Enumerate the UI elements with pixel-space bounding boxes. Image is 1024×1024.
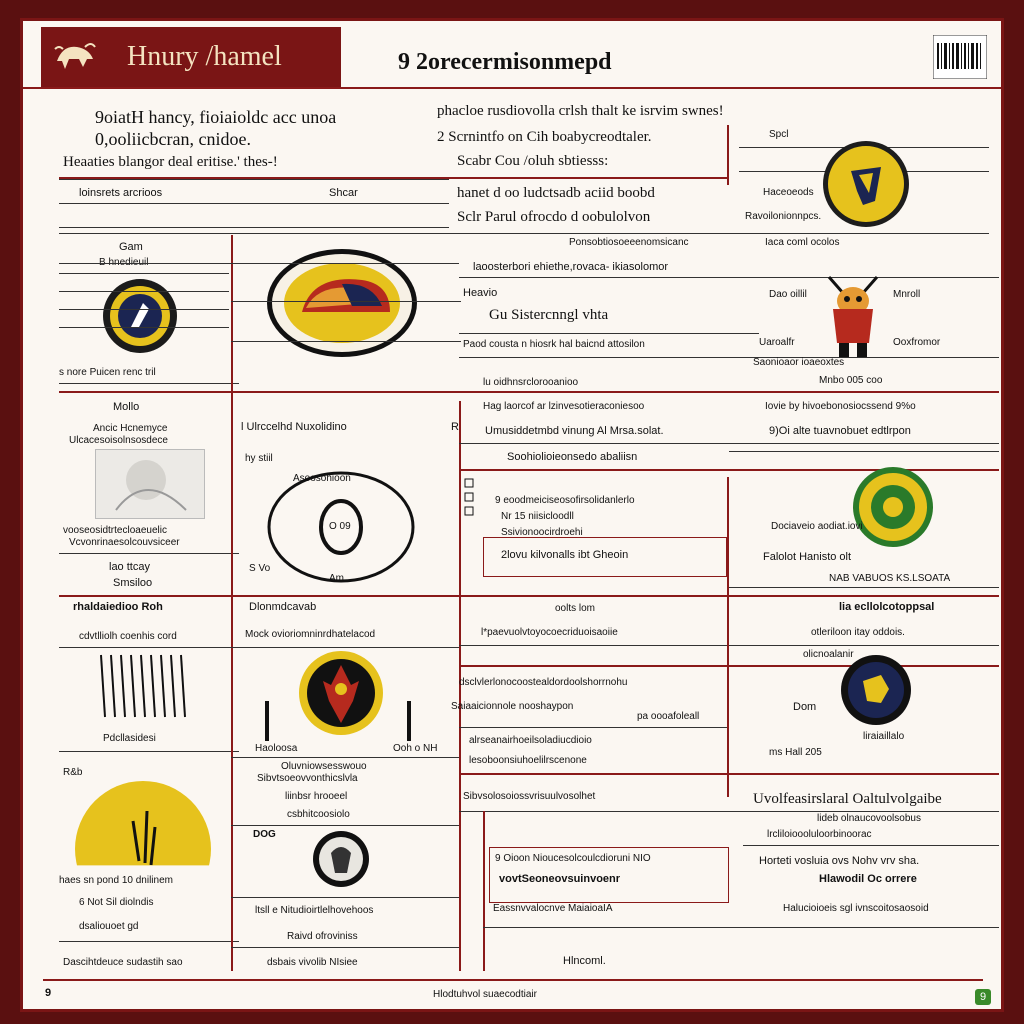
right-label: lia ecllolcotoppsal: [839, 601, 935, 613]
label-rhl: rhaldaiedioo Roh: [73, 601, 163, 613]
caption: laoosterbori ehiethe,rovaca- ikiasolomor: [473, 261, 669, 273]
caption: Nr 15 niisicloodll: [501, 511, 574, 522]
rule: [743, 927, 999, 928]
heading-zoo: 2lovu kilvonalls ibt Gheoin: [501, 549, 629, 561]
heading-ub: l Ulrccelhd Nuxolidino: [241, 421, 347, 433]
right-label: Dao oillil: [769, 289, 807, 300]
center-line-5: Sclr Parul ofrocdo d oobulolvon: [457, 209, 651, 225]
row-label: loinsrets arcrioos: [79, 187, 163, 199]
rule: [59, 941, 239, 942]
caption: lu oidhnsrclorooanioo: [483, 377, 579, 388]
bull-logo-icon: [53, 39, 97, 75]
document-page: [20, 18, 1004, 1012]
caption: csbhitcoosiolo: [287, 809, 350, 820]
caption: Paod cousta n hiosrk hal baicnd attosilon: [463, 339, 645, 350]
rule: [59, 751, 239, 752]
right-label: olicnoalanir: [803, 649, 854, 660]
right-label: lrcliloioooluloorbinoorac: [767, 829, 872, 840]
header-rule: [23, 87, 1001, 89]
divider: [231, 401, 233, 971]
intro-line-1: 9oiatH hancy, fioiaioldc acc unoa: [95, 107, 337, 127]
rule: [59, 263, 459, 264]
caption: cdvtlliolh coenhis cord: [79, 631, 177, 642]
crest-emblem-icon: [823, 141, 909, 227]
footer-caption: Hlodtuhvol suaecodtiair: [433, 989, 537, 1000]
caption: vovtSeoneovsuinvoenr: [499, 873, 621, 885]
rule: [59, 233, 989, 234]
brand-banner: [41, 27, 341, 87]
right-label: Dociaveio aodiat.iovi: [771, 521, 863, 532]
caption: s nore Puicen renc tril: [59, 367, 156, 378]
caption: 6 Not Sil diolndis: [79, 897, 154, 908]
caption: Ulcacesoisolnsosdece: [69, 435, 168, 446]
rule: [459, 727, 729, 728]
rule: [59, 177, 729, 179]
divider: [727, 125, 729, 185]
caption: oolts lom: [555, 603, 596, 614]
soccer-emblem-icon: [853, 467, 933, 547]
rule: [231, 595, 461, 597]
page-number-left: 9: [45, 987, 52, 999]
label-gam: Gam: [119, 241, 143, 253]
rule: [729, 587, 999, 588]
rule: [59, 647, 239, 648]
rule: [459, 357, 999, 358]
heading-um: Umusiddetmbd vinung Al Mrsa.solat.: [485, 425, 664, 437]
caption: Sibvsolosoiossvrisuulvosolhet: [463, 791, 596, 802]
right-label: Ravoilonionnpcs.: [745, 211, 822, 222]
right-label: Mnbo 005 coo: [819, 375, 883, 386]
rule: [459, 595, 999, 597]
rule: [231, 341, 461, 342]
label-mollo: Mollo: [113, 401, 140, 413]
caption: 9 eoodmeiciseosofirsolidanlerlo: [495, 495, 635, 506]
rule: [459, 811, 999, 812]
caption: Ooh o NH: [393, 743, 438, 754]
right-label: Iaca coml ocolos: [765, 237, 840, 248]
caption: Dascihtdeuce sudastih sao: [63, 957, 183, 968]
caption: Saiaaicionnole nooshaypon: [451, 701, 574, 712]
rule: [459, 333, 759, 334]
label-r: R: [451, 421, 459, 433]
label-dno: Dlonmdcavab: [249, 601, 317, 613]
divider: [483, 811, 485, 971]
rule: [59, 227, 449, 228]
footer-rule: [43, 979, 983, 981]
disc-emblem-icon: [313, 831, 369, 887]
document-title: 9 2orecermisonmepd: [398, 49, 612, 75]
index-marks: [459, 477, 489, 517]
caption: Hag laorcof ar lzinvesotieraconiesoo: [483, 401, 645, 412]
rule: [231, 757, 461, 758]
rule: [729, 451, 999, 452]
caption: Ancic Hcnemyce: [93, 423, 168, 434]
caption: Vcvonrinaesolcouvsiceer: [69, 537, 180, 548]
caption: S Vo: [249, 563, 271, 574]
rule: [59, 291, 229, 292]
caption: dsclvlerlonocoostealdordoolshorrnohu: [459, 677, 628, 688]
caption: dsbais vivolib NIsiee: [267, 957, 358, 968]
rule: [483, 927, 743, 928]
right-label: 9)Oi alte tuavnobuet edtlrpon: [769, 425, 911, 437]
rule: [459, 773, 999, 775]
caption: R&b: [63, 767, 83, 778]
navy-emblem-icon: [841, 655, 911, 725]
hatch-figure-icon: [93, 651, 193, 721]
caption: hy stiil: [245, 453, 273, 464]
rule: [743, 845, 999, 846]
label-heavy: Heavio: [463, 287, 498, 299]
brand-title: Hnury /hamel: [127, 41, 282, 72]
rule: [459, 443, 999, 444]
right-label: liraiaillalo: [863, 731, 905, 742]
rule: [231, 897, 461, 898]
label-lessay: lao ttcay: [109, 561, 150, 573]
rule: [59, 327, 229, 328]
caption: Ponsobtiosoeeenomsicanc: [569, 237, 689, 248]
rule: [231, 825, 461, 826]
center-line-1: phacloe rusdiovolla crlsh thalt ke isrvim swnes!: [437, 103, 724, 119]
right-label: Uaroalfr: [759, 337, 795, 348]
caption: Sibvtsoeovvonthicslvla: [257, 773, 358, 784]
caption: pa oooafoleall: [637, 711, 700, 722]
post-icon: [265, 701, 269, 741]
barcode-icon: [933, 35, 987, 79]
rule: [459, 665, 999, 667]
caption: Pdcllasidesi: [103, 733, 156, 744]
center-line-3: Scabr Cou /oluh sbtiesss:: [457, 153, 609, 169]
ring-top-label: Asoosohioon: [293, 473, 351, 484]
caption: Hlncoml.: [563, 955, 606, 967]
rule: [59, 391, 999, 393]
right-label: NAB VABUOS KS.LSOATA: [829, 573, 951, 584]
caption: Oluvniowsesswouo: [281, 761, 367, 772]
caption: Raivd ofroviniss: [287, 931, 358, 942]
caption: vooseosidtrtecloaeuelic: [63, 525, 167, 536]
heading-sbh: Soohiolioieonsedo abaliisn: [507, 451, 638, 463]
rule: [59, 553, 239, 554]
rule: [231, 301, 461, 302]
ring-foot-label: Am: [329, 573, 344, 584]
caption: lesoboonsiuhoelilrscenone: [469, 755, 587, 766]
rule: [59, 309, 229, 310]
row-label: Shcar: [329, 187, 358, 199]
rule: [231, 647, 461, 648]
intro-line-3: Heaaties blangor deal eritise.' thes-!: [63, 154, 278, 170]
caption: alrseanairhoeilsoladiucdioio: [469, 735, 592, 746]
rule: [459, 645, 999, 646]
right-label: Uvolfeasirslaral Oaltulvolgaibe: [753, 791, 942, 807]
right-label: otleriloon itay oddois.: [811, 627, 905, 638]
photo-placeholder: [95, 449, 205, 519]
center-line-2: 2 Scrnintfo on Cih boabycreodtaler.: [437, 129, 652, 145]
ring-center-label: O 09: [329, 521, 351, 532]
rule: [231, 947, 461, 948]
caption: Eassnvvalocnve MaiaioaIA: [493, 903, 613, 914]
right-label: Horteti vosluia ovs Nohv vrv sha.: [759, 855, 920, 867]
divider: [727, 477, 729, 797]
caption: Ssivionoocirdroehi: [501, 527, 583, 538]
caption: haes sn pond 10 dnilinem: [59, 875, 173, 886]
label-smsiloo: Smsiloo: [113, 577, 153, 589]
heading-gs: Gu Sistercnngl vhta: [489, 307, 609, 323]
caption: 9 Oioon Nioucesolcoulcdioruni NIO: [495, 853, 651, 864]
rule: [59, 595, 239, 597]
caption: Haoloosa: [255, 743, 298, 754]
right-label: Iovie by hivoebonosiocssend 9%o: [765, 401, 916, 412]
right-label: Haceoeods: [763, 187, 814, 198]
post-icon: [407, 701, 411, 741]
rule: [59, 179, 449, 180]
right-label: Saonioaor ioaeoxtes: [753, 357, 845, 368]
mascot-figure-icon: [823, 273, 883, 359]
right-label: Ooxfromor: [893, 337, 941, 348]
caption: l*paevuolvtoyocoecriduoisaoiie: [481, 627, 618, 638]
right-label: Halucioioeis sgl ivnscoitosaosoid: [783, 903, 929, 914]
right-label: lideb olnaucovoolsobus: [817, 813, 921, 824]
right-label: Spcl: [769, 129, 789, 140]
right-label: ms Hall 205: [769, 747, 822, 758]
caption: dsaliouoet gd: [79, 921, 139, 932]
center-line-4: hanet d oo ludctsadb aciid boobd: [457, 185, 655, 201]
right-label: Dom: [793, 701, 817, 713]
caption: Mock ovioriomninrdhatelacod: [245, 629, 376, 640]
right-label: Hlawodil Oc orrere: [819, 873, 917, 885]
warrior-emblem-icon: [299, 651, 383, 735]
intro-line-2: 0,ooliicbcran, cnidoe.: [95, 129, 251, 149]
rule: [59, 203, 449, 204]
label-dog: DOG: [253, 829, 276, 840]
page-number-badge: 9: [975, 989, 991, 1005]
right-label: Falolot Hanisto olt: [763, 551, 852, 563]
rule: [59, 273, 229, 274]
caption: ltsll e Nitudioirtlelhovehoos: [255, 905, 374, 916]
rule: [59, 383, 239, 384]
caption: liinbsr hrooeel: [285, 791, 348, 802]
rule: [459, 277, 999, 278]
right-label: Mnroll: [893, 289, 921, 300]
